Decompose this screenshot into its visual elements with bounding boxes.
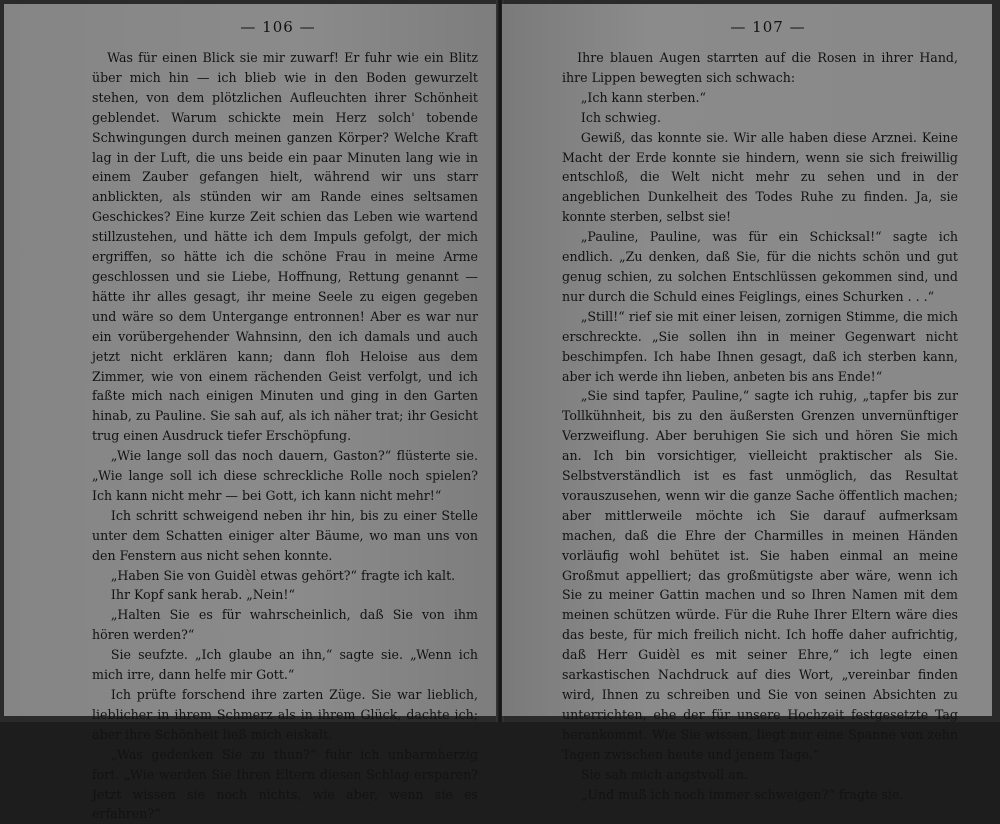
paragraph: „Still!“ rief sie mit einer leisen, zornigen Stimme, die mich erschreckte. „Sie sollen ihn in meiner Gegenwart nicht beschimpfen. Ich habe Ihnen gesagt, daß ich sterben kann, aber ich werde ihn lieben, anbeten bis ans Ende!“: [562, 308, 958, 384]
paragraph: Sie sah mich angstvoll an.: [580, 766, 748, 782]
paragraph: „Halten Sie es für wahrscheinlich, daß Sie von ihm hören werden?“: [92, 607, 478, 643]
right-page-text: [562, 48, 958, 804]
paragraph: „Ich kann sterben.“: [580, 89, 706, 105]
page-number-right: — 107 —: [730, 18, 806, 36]
left-page: [4, 4, 498, 822]
paragraph: Was für einen Blick sie mir zuwarf! Er fuhr wie ein Blitz über mich hin — ich blieb wie in den Boden gewurzelt stehen, von dem plötzlichen Aufleuchten ihrer Schönheit geblendet. Warum schickte mein Herz solch' tobende Schwingungen durch meinen ganzen Körper? Welche Kraft lag in der Luft, die uns beide ein paar Minuten lang wie in einem Zauber gefangen hielt, während wir uns starr anblickten, als stünden wir am Rande eines seltsamen Geschickes? Eine kurze Zeit schien das Leben wie wartend stillzustehen, und hätte ich dem Impuls gefolgt, der mich ergriffen, so hätte ich die schöne Frau in meine Arme geschlossen und sie Liebe, Hoffnung, Rettung genannt — hätte ihr alles gesagt, ihr meine Seele zu eigen gegeben und wäre so dem Untergange entronnen! Aber es war nur ein vorübergehender Wahnsinn, den ich damals und auch jetzt nicht erklären kann; dann floh Heloise aus dem Zimmer, wie von einem rächenden Geist verfolgt, und ich faßte mich nach einigen Minuten und ging in den Garten hinab, zu Pauline. Sie sah auf, als ich näher trat; ihr Gesicht trug einen Ausdruck tiefer Erschöpfung.: [92, 50, 478, 444]
paragraph: „Und muß ich noch immer schweigen?“ fragte sie.: [580, 786, 904, 802]
paragraph: Ich schwieg.: [580, 109, 661, 125]
paragraph: Sie seufzte. „Ich glaube an ihn,“ sagte sie. „Wenn ich mich irre, dann helfe mir Gott.“: [92, 647, 478, 683]
paragraph: „Pauline, Pauline, was für ein Schicksal!“ sagte ich endlich. „Zu denken, daß Sie, für die nichts schön und gut genug schien, zu solchen Entschlüssen gekommen sind, und nur durch die Schuld eines Feiglings, eines Schurken . . .“: [562, 229, 958, 304]
paragraph: Gewiß, das konnte sie. Wir alle haben diese Arznei. Keine Macht der Erde konnte sie hindern, wenn sie sich freiwillig entschloß, die Welt nicht mehr zu sehen und in der angeblichen Dunkelheit des Todes Ruhe zu finden. Ja, sie konnte sterben, selbst sie!: [562, 129, 958, 225]
right-page: [502, 4, 992, 802]
left-page-text: [92, 48, 478, 824]
paragraph: Ich prüfte forschend ihre zarten Züge. Sie war lieblich, lieblicher in ihrem Schmerz als in ihrem Glück, dachte ich; aber ihre Schönheit ließ mich eiskalt.: [92, 687, 478, 742]
paragraph: „Was gedenken Sie zu thun?“ fuhr ich unbarmherzig fort. „Wie werden Sie Ihren Eltern diesen Schlag ersparen? Jetzt wissen sie noch nichts, wie aber, wenn sie es erfahren?“: [92, 746, 478, 822]
paragraph: Ihre blauen Augen starrten auf die Rosen in ihrer Hand, ihre Lippen bewegten sich schwach:: [562, 50, 958, 85]
paragraph: „Wie lange soll das noch dauern, Gaston?“ flüsterte sie. „Wie lange soll ich diese schreckliche Rolle noch spielen? Ich kann nicht mehr — bei Gott, ich kann nicht mehr!“: [92, 448, 478, 503]
paragraph: Ihr Kopf sank herab. „Nein!“: [110, 587, 295, 603]
page-number-left: — 106 —: [240, 18, 316, 36]
paragraph: „Haben Sie von Guidèl etwas gehört?“ fragte ich kalt.: [110, 567, 456, 583]
paragraph: Ich schritt schweigend neben ihr hin, bis zu einer Stelle unter dem Schatten einiger alter Bäume, wo man uns von den Fenstern aus nicht sehen konnte.: [92, 507, 478, 563]
paragraph: „Sie sind tapfer, Pauline,“ sagte ich ruhig, „tapfer bis zur Tollkühnheit, bis zu den äußersten Grenzen unvernünftiger Verzweiflung. Aber beruhigen Sie sich und hören Sie mich an. Ich bin vorsichtiger, vielleicht praktischer als Sie. Selbstverständlich ist es fast unmöglich, das Resultat vorauszusehen, wenn wir die ganze Sache öffentlich machen; aber mittlerweile möchte ich Sie darauf aufmerksam machen, daß die Ehre der Charmilles in meinen Händen vorläufig wohl behütet ist. Sie haben einmal an meine Großmut appelliert; das großmütigste aber wäre, wenn ich Sie zu meiner Gattin machen und so Ihren Namen mit dem meinen schützen würde. Für die Ruhe Ihrer Eltern wäre dies das beste, für mich freilich nicht. Ich hoffe daher aufrichtig, daß Herr Guidèl es mit seiner Ehre,“ ich legte einen sarkastischen Nachdruck auf dies Wort, „vereinbar finden wird, Ihnen zu schreiben und Sie von seinen Absichten zu unterrichten, ehe der für unsere Hochzeit festgesetzte Tag herankommt. Wie Sie wissen, liegt nur eine Spanne von zehn Tagen zwischen heute und jenem Tage.“: [562, 388, 958, 762]
